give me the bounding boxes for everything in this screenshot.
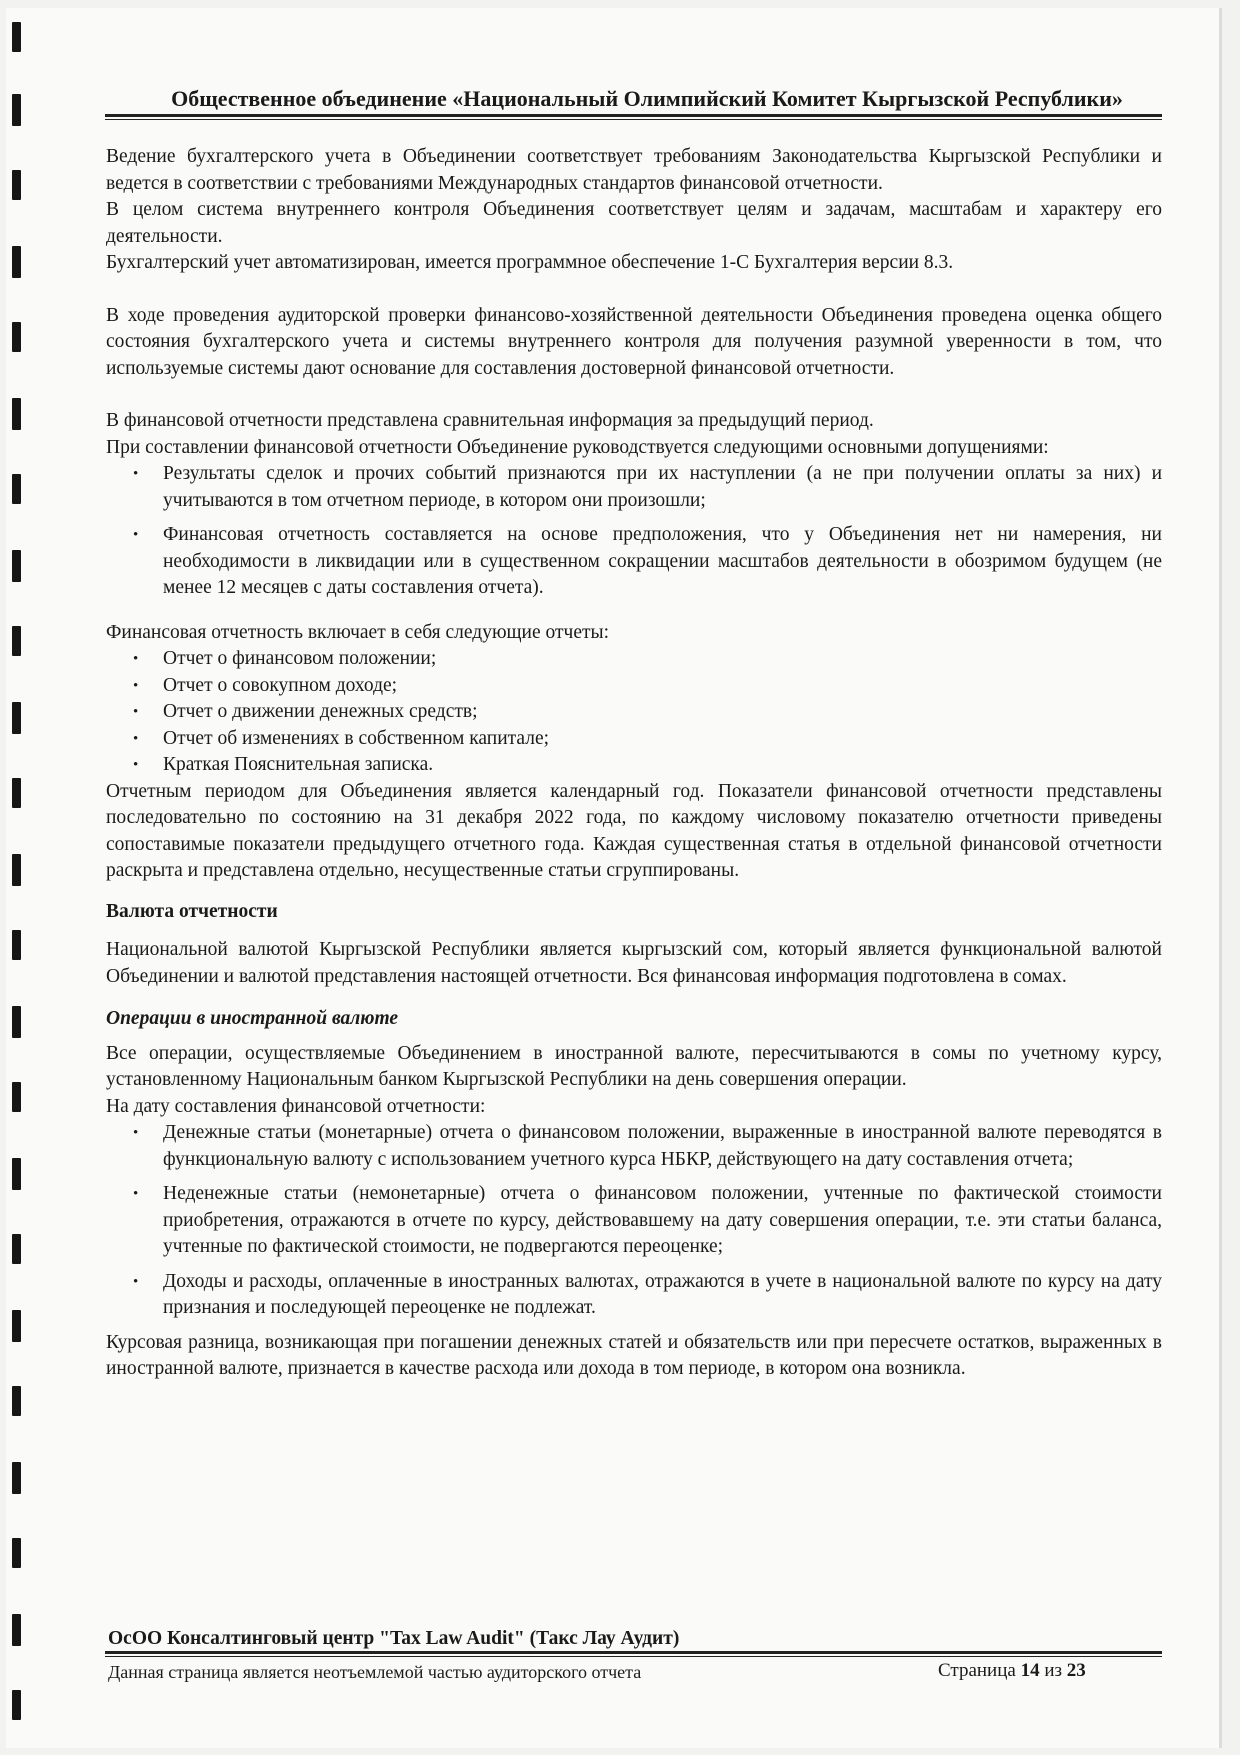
page-label: Страница <box>938 1660 1016 1681</box>
footer-company: ОсОО Консалтинговый центр "Tax Law Audit" (Такс Лау Аудит) <box>108 1628 680 1649</box>
list-item: • Финансовая отчетность составляется на основе предположения, что у Объединения нет ни намерения, ни необходимости в ликвидации или в существенном сокращении масштабов деятельности в обозримом будущем (не менее 12 месяцев с даты составления отчета). <box>106 522 1162 602</box>
paragraph-accounting-compliance: Ведение бухгалтерского учета в Объединении соответствует требованиям Законодательства Кыргызской Республики и ведется в соответствии с требованиями Международных стандартов финансовой отчетности. <box>106 146 1162 194</box>
list-item: • Краткая Пояснительная записка. <box>106 752 1162 779</box>
paragraph-fx-operations: Все операции, осуществляемые Объединением в иностранной валюте, пересчитываются в сомы по учетному курсу, установленному Национальным банком Кыргызской Республики на день совершения операции. <box>106 1042 1162 1090</box>
list-item: • Неденежные статьи (немонетарные) отчета о финансовом положении, учтенные по фактической стоимости приобретения, отражаются в отчете по курсу, действовавшему на дату совершения операции, т.е. эти статьи баланса, учтенные по фактической стоимости, не подвергаются переоценке; <box>106 1181 1162 1261</box>
paragraph-exchange-difference: Курсовая разница, возникающая при погашении денежных статей и обязательств или при пересчете остатков, выраженных в иностранной валюте, признается в качестве расхода или дохода в том периоде, в котором она возникла. <box>106 1331 1162 1379</box>
paragraph-reports-intro: Финансовая отчетность включает в себя следующие отчеты: <box>106 621 610 643</box>
footer-rule <box>105 1651 1162 1654</box>
page-total: 23 <box>1066 1660 1086 1681</box>
assumptions-list <box>106 461 1162 602</box>
fx-list <box>106 1120 1162 1322</box>
paragraph-currency: Национальной валютой Кыргызской Республики является кыргызский сом, который является функциональной валютой Объединении и валютой представления настоящей отчетности. Вся финансовая информация подготовлена в сомах. <box>106 939 1162 987</box>
paragraph-fx-date: На дату составления финансовой отчетности: <box>106 1095 486 1117</box>
section-heading-fx: Операции в иностранной валюте <box>106 1008 399 1029</box>
list-item: • Отчет о совокупном доходе; <box>106 673 1162 700</box>
list-item: • Отчет о движении денежных средств; <box>106 699 1162 726</box>
page-separator: из <box>1044 1660 1063 1681</box>
paragraph-reporting-period: Отчетным периодом для Объединения является календарный год. Показатели финансовой отчетности представлены последовательно по состоянию на 31 декабря 2022 года, по каждому числовому показателю отчетности приведены сопоставимые показатели предыдущего отчетного года. Каждая существенная статья в отдельной финансовой отчетности раскрыта и представлена отдельно, несущественные статьи сгруппированы. <box>106 780 1162 881</box>
footer-note: Данная страница является неотъемлемой частью аудиторского отчета <box>108 1662 642 1682</box>
list-item: • Отчет об изменениях в собственном капитале; <box>106 726 1162 753</box>
header-rule <box>105 114 1162 117</box>
page-number <box>938 1660 1086 1682</box>
comb-binding <box>12 0 22 1755</box>
list-item: • Доходы и расходы, оплаченные в иностранных валютах, отражаются в учете в национальной валюте по курсу на дату признания и последующей переоценке не подлежат. <box>106 1269 1162 1322</box>
header-rule-thin <box>105 119 1162 120</box>
list-item: • Результаты сделок и прочих событий признаются при их наступлении (а не при получении оплаты за них) и учитываются в том отчетном периоде, в котором они произошли; <box>106 461 1162 514</box>
document-header: Общественное объединение «Национальный Олимпийский Комитет Кыргызской Республики» <box>171 86 1123 111</box>
reports-list <box>106 646 1162 779</box>
paragraph-internal-control: В целом система внутреннего контроля Объединения соответствует целям и задачам, масштабам и характеру его деятельности. <box>106 199 1162 247</box>
footer-rule-thin <box>105 1656 1162 1657</box>
paragraph-audit-assessment: В ходе проведения аудиторской проверки финансово-хозяйственной деятельности Объединения проведена оценка общего состояния бухгалтерского учета и системы внутреннего контроля для получения разумной уверенности в том, что используемые системы дают основание для составления достоверной финансовой отчетности. <box>106 304 1162 379</box>
list-item: • Денежные статьи (монетарные) отчета о финансовом положении, выраженные в иностранной валюте переводятся в функциональную валюту с использованием учетного курса НБКР, действующего на дату составления отчета; <box>106 1120 1162 1173</box>
section-heading-currency: Валюта отчетности <box>106 900 278 922</box>
page-current: 14 <box>1020 1660 1040 1681</box>
list-item: • Отчет о финансовом положении; <box>106 646 1162 673</box>
document-body <box>106 144 1162 1383</box>
paragraph-software: Бухгалтерский учет автоматизирован, имеется программное обеспечение 1-С Бухгалтерия версии 8.3. <box>106 252 954 273</box>
paragraph-assumptions-intro: При составлении финансовой отчетности Объединение руководствуется следующими основными допущениями: <box>106 436 1049 458</box>
paragraph-comparative-info: В финансовой отчетности представлена сравнительная информация за предыдущий период. <box>106 410 874 431</box>
